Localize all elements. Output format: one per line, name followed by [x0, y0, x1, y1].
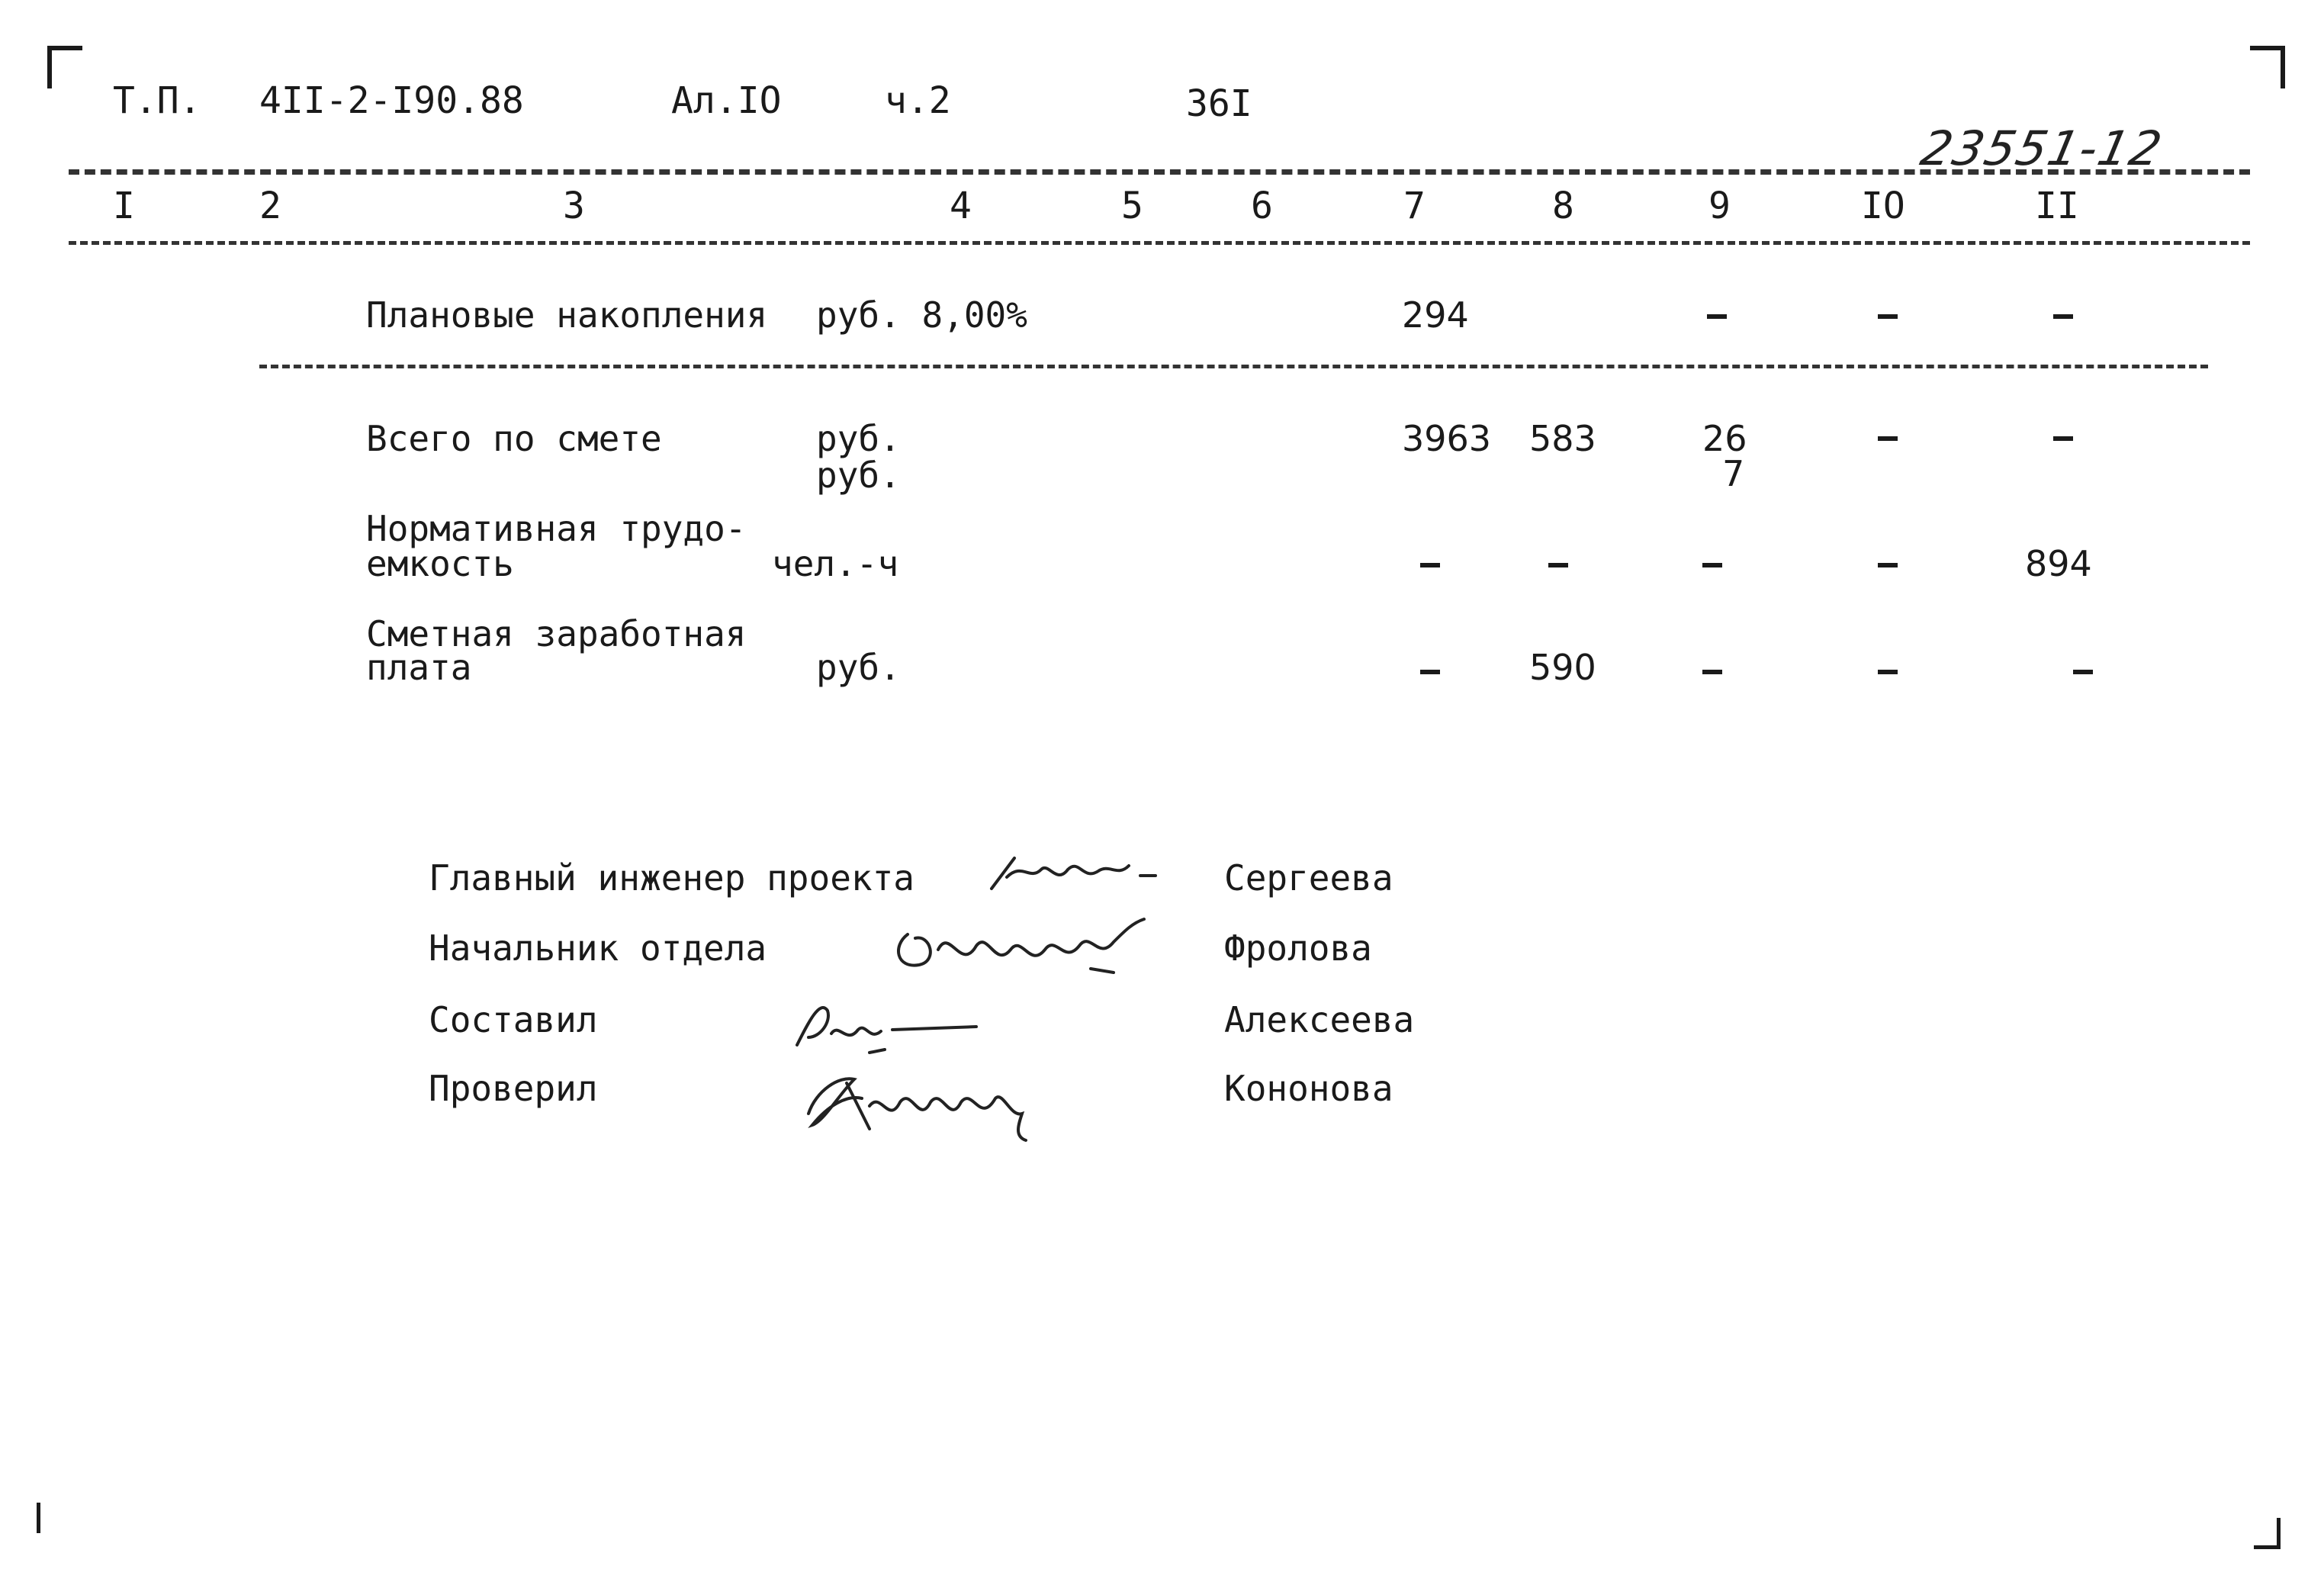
row-total-col10-dash: [1878, 436, 1898, 441]
signature-name-compiled-by: Алексеева: [1224, 999, 1415, 1040]
row-labor-col7-dash: [1420, 563, 1440, 567]
row-wage-unit: руб.: [816, 647, 901, 688]
corner-mark-bottom-right: [2254, 1518, 2281, 1549]
column-header-2: 2: [259, 185, 281, 227]
row-planned-unit: руб. 8,00%: [816, 294, 1027, 336]
row-labor-col10-dash: [1878, 563, 1898, 567]
row-labor-col8-dash: [1548, 563, 1568, 567]
row-labor-label-line2: емкость: [366, 543, 514, 584]
corner-mark-top-right: [2250, 46, 2285, 88]
column-header-9: 9: [1708, 185, 1731, 227]
row-wage-label-line1: Сметная заработная: [366, 613, 747, 654]
corner-mark-top-left: [47, 46, 82, 88]
column-header-6: 6: [1251, 185, 1273, 227]
doc-type-label: Т.П.: [113, 79, 201, 122]
row-total-col9-bottom: 7: [1722, 453, 1745, 494]
handwritten-signature-chief-engineer: [984, 847, 1175, 900]
row-planned-col10-dash: [1878, 314, 1898, 319]
column-header-4: 4: [950, 185, 972, 227]
column-header-3: 3: [563, 185, 585, 227]
row-wage-col8: 590: [1529, 647, 1596, 688]
corner-mark-bottom-left: [37, 1503, 51, 1533]
row-total-col9-top: 26: [1702, 418, 1747, 459]
signature-name-checked-by: Кононова: [1224, 1068, 1393, 1109]
row-labor-col11: 894: [2025, 543, 2092, 584]
signature-role-department-head: Начальник отдела: [429, 928, 767, 969]
signature-name-department-head: Фролова: [1224, 928, 1372, 969]
album-number: Ал.IО: [671, 79, 782, 122]
row-total-col7: 3963: [1402, 418, 1492, 459]
part-number: ч.2: [885, 79, 951, 122]
header-bottom-rule: [69, 241, 2250, 245]
row-total-col8: 583: [1529, 418, 1596, 459]
header-top-rule: [69, 169, 2250, 175]
subtotal-rule: [259, 365, 2208, 368]
project-code: 4II-2-I90.88: [259, 79, 524, 122]
handwritten-signature-checked-by: [793, 1060, 1053, 1144]
page-number: 36I: [1186, 82, 1252, 125]
row-labor-unit: чел.-ч: [772, 543, 899, 584]
handwritten-signature-department-head: [885, 904, 1159, 988]
column-header-11: II: [2035, 185, 2079, 227]
signature-role-compiled-by: Составил: [429, 999, 598, 1040]
column-header-10: IО: [1861, 185, 1905, 227]
row-planned-col9-dash: [1707, 314, 1727, 319]
column-header-1: I: [113, 185, 135, 227]
signature-name-chief-engineer: Сергеева: [1224, 857, 1393, 899]
column-header-5: 5: [1121, 185, 1143, 227]
row-planned-col11-dash: [2053, 314, 2073, 319]
signature-role-checked-by: Проверил: [429, 1068, 598, 1109]
row-wage-col10-dash: [1878, 670, 1898, 674]
row-wage-label-line2: плата: [366, 647, 472, 688]
row-total-unit-2: руб.: [816, 455, 901, 496]
row-total-unit-1: руб.: [816, 418, 901, 459]
signature-role-chief-engineer: Главный инженер проекта: [429, 857, 914, 899]
row-wage-col7-dash: [1420, 670, 1440, 674]
handwritten-signature-compiled-by: [786, 992, 992, 1060]
row-labor-label-line1: Нормативная трудо-: [366, 508, 747, 549]
row-planned-label: Плановые накопления: [366, 294, 768, 336]
row-planned-col7: 294: [1402, 294, 1469, 336]
column-header-7: 7: [1403, 185, 1426, 227]
row-total-label: Всего по смете: [366, 418, 662, 459]
row-labor-col9-dash: [1702, 563, 1722, 567]
column-header-8: 8: [1552, 185, 1574, 227]
row-wage-col9-dash: [1702, 670, 1722, 674]
row-total-col11-dash: [2053, 436, 2073, 441]
row-wage-col11-dash: [2073, 670, 2093, 674]
inventory-stamp-number: 23551-12: [1916, 121, 2168, 176]
